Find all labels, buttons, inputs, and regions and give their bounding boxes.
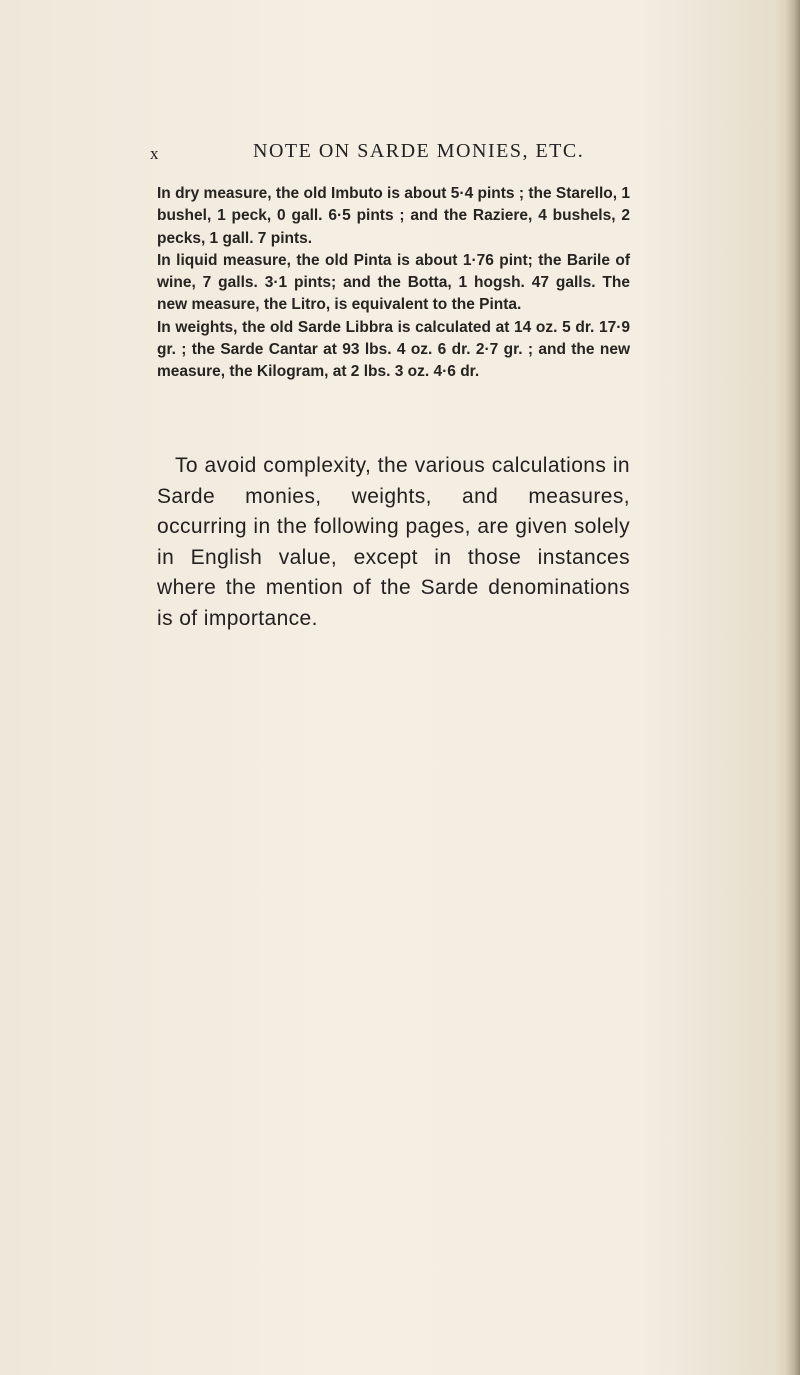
dry-measure-note: In dry measure, the old Imbuto is about 5·4 pints ; the Starello, 1 bushel, 1 peck, 0 gall. 6·5 pints ; and the Raziere, 4 bushels, 2 pecks, 1 gall. 7 pints. [157, 185, 630, 247]
running-title: NOTE ON SARDE MONIES, ETC. [253, 140, 585, 162]
main-text [157, 451, 630, 634]
page-number: x [150, 144, 160, 163]
body-paragraph: To avoid complexity, the various calculations in Sarde monies, weights, and measures, occurring in the following pages, are given solely in English value, except in those instances where the mention of the Sarde denominations is of importance. [157, 454, 630, 630]
measures-notes [157, 183, 630, 384]
running-header [150, 140, 630, 170]
weights-note: In weights, the old Sarde Libbra is calculated at 14 oz. 5 dr. 17·9 gr. ; the Sarde Cantar at 93 lbs. 4 oz. 6 dr. 2·7 gr. ; and the new measure, the Kilogram, at 2 lbs. 3 oz. 4·6 dr. [157, 318, 630, 381]
liquid-measure-note: In liquid measure, the old Pinta is about 1·76 pint; the Barile of wine, 7 galls. 3·1 pints; and the Botta, 1 hogsh. 47 galls. The new measure, the Litro, is equivalent to the Pinta. [157, 251, 630, 314]
page-edge-shadow [786, 0, 800, 1375]
